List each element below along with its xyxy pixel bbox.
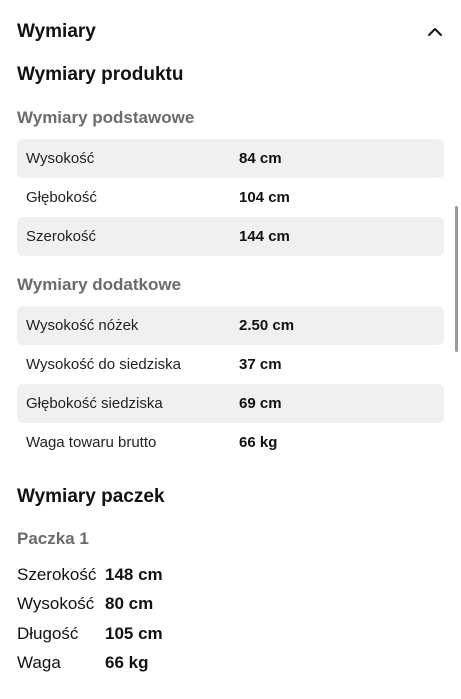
row-value: 2.50 cm xyxy=(239,317,295,334)
package-row xyxy=(17,651,148,675)
table-row xyxy=(17,423,444,462)
package-row-value: 148 cm xyxy=(105,565,163,584)
row-value: 84 cm xyxy=(239,150,282,167)
table-row xyxy=(17,345,444,384)
package-row-label: Długość xyxy=(17,624,79,643)
row-label: Głębokość siedziska xyxy=(26,395,163,412)
row-label: Wysokość nóżek xyxy=(26,317,139,334)
row-value: 37 cm xyxy=(239,356,282,373)
row-label: Głębokość xyxy=(26,189,97,206)
basic-dimensions-heading: Wymiary podstawowe xyxy=(17,108,195,127)
row-value: 66 kg xyxy=(239,434,278,451)
package-dimensions-heading: Wymiary paczek xyxy=(17,486,165,507)
scrollbar-thumb[interactable] xyxy=(455,206,458,352)
package-row-value: 105 cm xyxy=(105,624,163,643)
row-label: Szerokość xyxy=(26,228,97,245)
package-row xyxy=(17,622,163,646)
basic-dimensions-table xyxy=(17,139,444,256)
row-value: 104 cm xyxy=(239,189,290,206)
table-row xyxy=(17,217,444,256)
additional-dimensions-table xyxy=(17,306,444,462)
section-title: Wymiary xyxy=(17,21,96,42)
package-row xyxy=(17,563,163,587)
row-value: 69 cm xyxy=(239,395,282,412)
dimensions-accordion-header[interactable] xyxy=(17,18,445,46)
package-row xyxy=(17,592,153,616)
table-row xyxy=(17,306,444,345)
product-dimensions-heading: Wymiary produktu xyxy=(17,64,184,85)
row-label: Wysokość do siedziska xyxy=(26,356,181,373)
package-row-label: Wysokość xyxy=(17,594,95,613)
additional-dimensions-heading: Wymiary dodatkowe xyxy=(17,275,182,294)
chevron-up-icon[interactable] xyxy=(425,22,445,42)
row-label: Wysokość xyxy=(26,150,95,167)
package-row-value: 66 kg xyxy=(105,653,149,672)
table-row xyxy=(17,139,444,178)
row-value: 144 cm xyxy=(239,228,290,245)
package-row-value: 80 cm xyxy=(105,594,154,613)
table-row xyxy=(17,178,444,217)
package-title: Paczka 1 xyxy=(17,529,89,548)
table-row xyxy=(17,384,444,423)
package-row-label: Szerokość xyxy=(17,565,97,584)
row-label: Waga towaru brutto xyxy=(26,434,157,451)
package-row-label: Waga xyxy=(17,653,61,672)
